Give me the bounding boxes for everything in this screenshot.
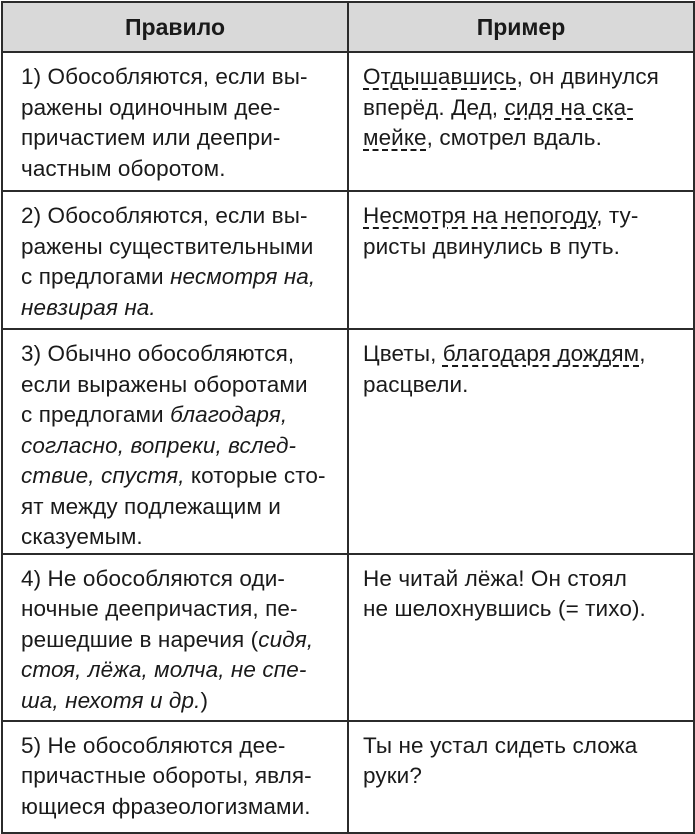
example-phrase: Несмотря на непогоду [363,203,597,228]
table-row [2,52,694,191]
rule-line: сказуемым. [21,524,143,549]
rule-line: частным оборотом. [21,155,226,181]
rule-line: 5) Не обособляются дее- [21,732,286,758]
rule-line: ражены одиночным дее- [21,94,281,120]
rule-line: ночные деепричастия, пе- [21,596,298,621]
header-rule: Правило [2,2,348,52]
table-row [2,329,694,554]
table-row [2,191,694,329]
rule-line: невзирая на. [21,294,156,320]
rule-text: с предлогами [21,402,171,427]
example-participle: Отдышавшись [363,64,517,89]
rule-line [21,262,337,293]
rule-cell [2,191,348,329]
rule-text: которые сто- [184,463,326,488]
rule-line: 3) Обычно обособляются, [21,341,295,366]
table-row [2,554,694,721]
example-line: расцвели. [363,371,469,397]
rule-italic: ша, нехотя и др. [21,687,201,713]
rule-line: 4) Не обособляются оди- [21,565,286,591]
rule-line: 2) Обособляются, если вы- [21,203,308,228]
example-phrase: благодаря дождям [442,341,640,366]
rule-line [21,625,337,656]
example-cell [348,554,694,721]
rule-italic: несмотря на, [170,264,316,289]
example-text: Цветы, [363,341,443,366]
rule-line: ющиеся фразеологизмами. [21,793,311,819]
rule-line [21,686,337,717]
rule-italic: сидя, [258,626,314,652]
example-text: , смотрел вдаль. [426,125,602,150]
rule-italic: ствие, спустя, [21,463,185,488]
rule-text: ) [200,687,209,713]
rule-line: стоя, лёжа, молча, не спе- [21,657,307,682]
rule-cell [2,554,348,721]
example-line [363,62,683,93]
rule-line: 1) Обособляются, если вы- [21,64,308,89]
rules-table [1,1,695,834]
example-text: , ту- [596,203,639,228]
rule-line: согласно, вопреки, вслед- [21,432,297,458]
rule-line [21,461,337,492]
example-line: Ты не устал сидеть сложа [363,732,638,758]
example-cell [348,329,694,554]
rule-line: ят между подлежащим и [21,493,281,519]
rule-line: если выражены оборотами [21,371,308,397]
example-participle-phrase: мейке [363,125,427,150]
example-line [363,123,683,154]
rule-line: причастием или деепри- [21,125,281,150]
table-row [2,721,694,833]
example-line: ристы двинулись в путь. [363,233,621,259]
example-line: руки? [363,763,422,788]
example-line: не шелохнувшись (= тихо). [363,596,646,621]
rule-line: причастные обороты, явля- [21,763,312,788]
example-line [363,201,683,232]
example-participle-phrase: сидя на ска- [504,94,634,120]
rule-italic: благодаря, [170,402,288,427]
rule-cell [2,721,348,833]
header-example: Пример [348,2,694,52]
rule-text: с предлогами [21,264,171,289]
rule-cell [2,329,348,554]
rule-text: решедшие в наречия ( [21,626,259,652]
example-line [363,339,683,370]
example-cell [348,52,694,191]
example-cell [348,721,694,833]
rule-cell [2,52,348,191]
example-line [363,93,683,124]
rule-line [21,400,337,431]
example-text: вперёд. Дед, [363,94,505,120]
example-cell [348,191,694,329]
rule-line: ражены существительными [21,233,314,259]
example-line: Не читай лёжа! Он стоял [363,565,628,591]
header-row [2,2,694,52]
example-text: , он двинулся [516,64,659,89]
example-text: , [639,341,646,366]
